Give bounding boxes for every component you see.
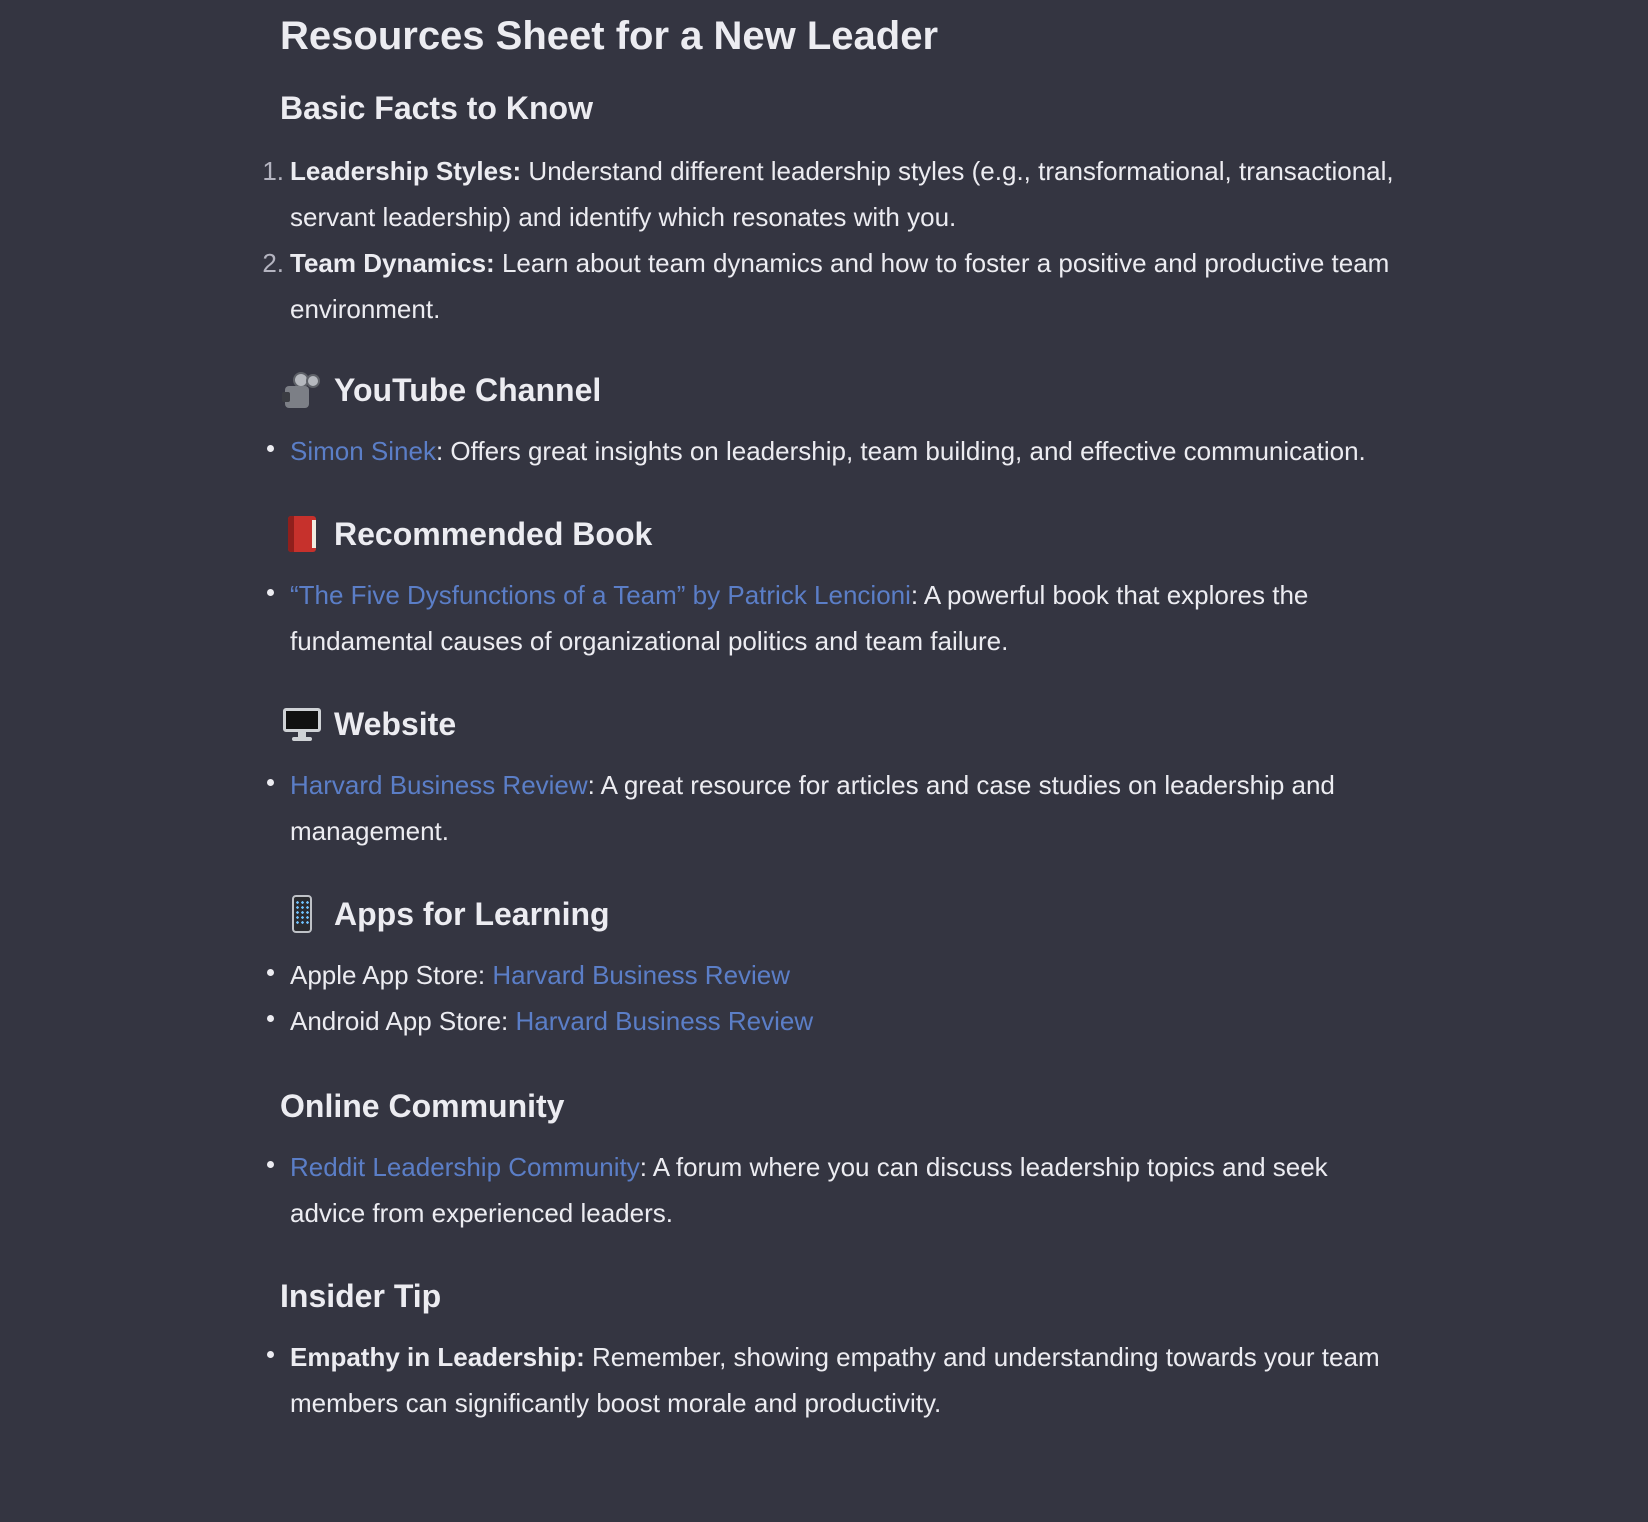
film-projector-icon [282, 370, 322, 410]
reddit-community-link[interactable]: Reddit Leadership Community [290, 1152, 640, 1182]
android-app-link[interactable]: Harvard Business Review [515, 1006, 814, 1036]
basic-facts-list [262, 148, 1450, 332]
simon-sinek-link[interactable]: Simon Sinek [290, 436, 436, 466]
book-heading [282, 512, 1450, 556]
app-store-label: Android App Store: [290, 1006, 516, 1036]
bullet [267, 779, 274, 786]
fact-label: Leadership Styles: [290, 156, 522, 186]
mobile-phone-icon [282, 894, 322, 934]
website-description-cont: management. [290, 816, 449, 846]
website-description: : A great resource for articles and case studies on leadership and [587, 770, 1335, 800]
community-list [280, 1144, 1450, 1236]
tip-heading-text: Insider Tip [280, 1278, 442, 1314]
tip-label: Empathy in Leadership: [290, 1342, 585, 1372]
bullet [267, 969, 274, 976]
desktop-computer-icon [282, 704, 322, 744]
tip-list [280, 1334, 1450, 1426]
bullet [267, 1161, 274, 1168]
message-content [262, 0, 1450, 1426]
book-heading-text: Recommended Book [334, 516, 653, 552]
book-list [280, 572, 1450, 664]
basic-facts-heading [280, 86, 1450, 130]
community-heading-text: Online Community [280, 1088, 565, 1124]
bullet [267, 445, 274, 452]
list-item [280, 428, 1450, 474]
youtube-description: : Offers great insights on leadership, team building, and effective communication. [435, 436, 1366, 466]
list-item [280, 952, 1450, 998]
tip-text-cont: members can significantly boost morale and productivity. [290, 1388, 942, 1418]
community-description-cont: advice from experienced leaders. [290, 1198, 673, 1228]
youtube-list [280, 428, 1450, 474]
bullet [267, 589, 274, 596]
youtube-heading-text: YouTube Channel [334, 372, 602, 408]
tip-text: Remember, showing empathy and understanding towards your team [584, 1342, 1380, 1372]
apps-list [280, 952, 1450, 1044]
book-description-cont: fundamental causes of organizational politics and team failure. [290, 626, 1009, 656]
list-item [262, 148, 1450, 240]
list-item [280, 762, 1450, 854]
bullet [267, 1015, 274, 1022]
hbr-website-link[interactable]: Harvard Business Review [290, 770, 588, 800]
list-number: 2. [262, 248, 284, 278]
fact-text-cont: environment. [290, 294, 441, 324]
apple-app-link[interactable]: Harvard Business Review [492, 960, 791, 990]
fact-label: Team Dynamics: [290, 248, 495, 278]
list-item [262, 240, 1450, 332]
fact-text: Learn about team dynamics and how to foster a positive and productive team [494, 248, 1390, 278]
website-heading [282, 702, 1450, 746]
website-heading-text: Website [334, 706, 457, 742]
community-description: : A forum where you can discuss leadership topics and seek [639, 1152, 1328, 1182]
book-description: : A powerful book that explores the [910, 580, 1309, 610]
youtube-heading [282, 368, 1450, 412]
fact-text-cont: servant leadership) and identify which resonates with you. [290, 202, 957, 232]
apps-heading [282, 892, 1450, 936]
website-list [280, 762, 1450, 854]
bullet [267, 1351, 274, 1358]
app-store-label: Apple App Store: [290, 960, 493, 990]
apps-heading-text: Apps for Learning [334, 896, 610, 932]
book-link[interactable]: “The Five Dysfunctions of a Team” by Patrick Lencioni [290, 580, 911, 610]
list-item [280, 1144, 1450, 1236]
fact-text: Understand different leadership styles (e.g., transformational, transactional, [521, 156, 1394, 186]
red-book-icon [282, 514, 322, 554]
tip-heading [280, 1274, 1450, 1318]
list-item [280, 998, 1450, 1044]
list-number: 1. [262, 156, 284, 186]
list-item [280, 572, 1450, 664]
community-heading [280, 1084, 1450, 1128]
page-title: Resources Sheet for a New Leader [280, 14, 939, 58]
list-item [280, 1334, 1450, 1426]
basic-facts-heading-text: Basic Facts to Know [280, 90, 593, 126]
